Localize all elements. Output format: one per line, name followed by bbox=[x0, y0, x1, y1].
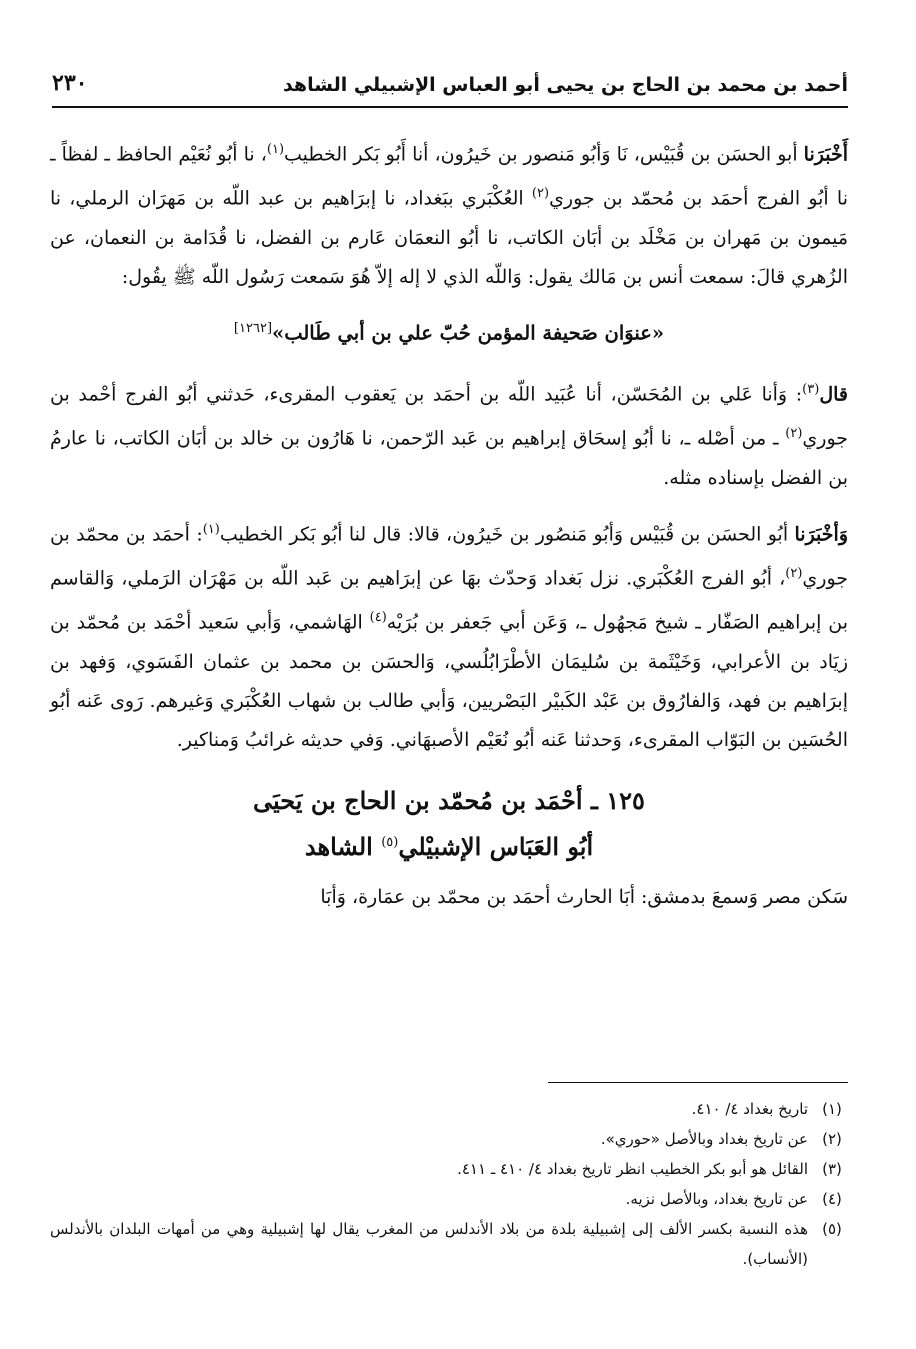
entry-heading-line-2-b: الشاهد bbox=[304, 831, 382, 861]
footnote-5 bbox=[50, 1214, 856, 1274]
footnote-ref-1b[interactable]: (١) bbox=[202, 521, 220, 537]
footnote-2 bbox=[50, 1124, 856, 1154]
footnote-number: (٥) bbox=[822, 1220, 842, 1238]
footnote-number: (١) bbox=[822, 1100, 842, 1118]
footnote-ref-2c[interactable]: (٢) bbox=[785, 566, 803, 582]
footnote-number: (٤) bbox=[822, 1190, 842, 1208]
paragraph-3-text-b: : أحمَد بن محمّد بن جوري bbox=[50, 523, 848, 590]
paragraph-2-text-a: : وَأنا عَلي بن المُحَسّن، أنا عُبَيد اللّه بن أحمَد بن يَعقوب المقرىء، حَدثني أبُو الفرج أحْمد بن جوري bbox=[50, 383, 848, 450]
running-title: أحمد بن محمد بن الحاج بن يحيى أبو العباس الإشبيلي الشاهد bbox=[282, 74, 848, 96]
footnote-ref-4[interactable]: (٤) bbox=[369, 610, 387, 626]
paragraph-2-lead: قال bbox=[819, 383, 848, 406]
footnote-number: (٢) bbox=[822, 1130, 842, 1148]
main-text bbox=[50, 130, 848, 917]
paragraph-3-text-a: أبُو الحسَن بن قُبَيْس وَأبُو مَنصُور بن خَيرُون، قالا: قال لنا أبُو بَكر الخطيب bbox=[219, 523, 795, 546]
paragraph-3-lead: وَأخْبَرَنا bbox=[794, 523, 848, 546]
footnote-4 bbox=[50, 1184, 856, 1214]
paragraph-1-text-b: ، نا أبُو نُعَيْم الحافظ ـ لفظاً ـ نا أبُو الفرج أحمَد بن مُحمّد بن جوري bbox=[50, 143, 848, 210]
footnote-divider bbox=[548, 1082, 848, 1083]
paragraph-3 bbox=[50, 510, 848, 760]
footnotes bbox=[50, 1094, 856, 1274]
paragraph-2 bbox=[50, 370, 848, 498]
footnote-ref-5[interactable]: (٥) bbox=[381, 834, 399, 850]
footnote-text: تاريخ بغداد ٤/ ٤١٠. bbox=[691, 1100, 808, 1118]
entry-text: سَكن مصر وَسمعَ بدمشق: أبَا الحارث أحمَد بن محمّد بن عمَارة، وَأبَا bbox=[320, 885, 848, 908]
footnote-text: عن تاريخ بغداد، وبالأصل نزيه. bbox=[625, 1190, 808, 1208]
hadith-quote bbox=[50, 309, 848, 353]
paragraph-1-lead: أَخْبَرَنا bbox=[803, 143, 848, 166]
footnote-ref-2b[interactable]: (٢) bbox=[785, 426, 803, 442]
hadith-quote-text: «عنوَان صَحيفة المؤمن حُبّ علي بن أبي طَالب» bbox=[272, 321, 665, 345]
entry-heading-line-1: ١٢٥ ـ أحْمَد بن مُحمّد بن الحاج بن يَحيَى bbox=[253, 785, 645, 815]
footnote-text: القائل هو أبو بكر الخطيب انظر تاريخ بغداد ٤/ ٤١٠ ـ ٤١١. bbox=[457, 1160, 808, 1178]
paragraph-3-text-d: الهَاشمي، وَأبي سَعيد أحْمَد بن مُحمّد بن زيَاد بن الأعرابي، وَخَيْثَمة بن سُليمَان الأطْرَابُلُسي، وَالحسَن بن محمد بن عثمان الفَسَوي، وَفهد بن إبرَاهيم بن فهد، وَالفارُوق بن عَبْد الكَبيْر البَصْريين، وَأبي طالب بن شهاب العُكْبَري وَغيرهم. رَوى عَنه أبُو الحُسَين بن البَوّاب المقرىء، وَحدثنا عَنه أبُو نُعَيْم الأصبهَاني. وَفي حديثه غرائبُ وَمناكير. bbox=[50, 611, 848, 751]
footnote-3 bbox=[50, 1154, 856, 1184]
footnote-1 bbox=[50, 1094, 856, 1124]
page-number: ٢٣٠ bbox=[52, 70, 88, 96]
footnote-ref-1[interactable]: (١) bbox=[266, 142, 285, 157]
footnote-ref-2[interactable]: (٢) bbox=[531, 186, 550, 202]
entry-heading bbox=[50, 780, 848, 868]
entry-heading-line-2 bbox=[50, 822, 848, 868]
footnote-number: (٣) bbox=[822, 1160, 842, 1178]
entry-heading-line-2-a: أبُو العَبَاس الإشبيْلي bbox=[398, 831, 594, 861]
paragraph-2-text-b: ـ من أصْله ـ، نا أبُو إسحَاق إبراهيم بن عَبد الرّحمن، نا هَارُون بن خالد بن أبَان الكاتب، نا عارمُ بن الفضل بإسناده مثله. bbox=[50, 427, 848, 489]
paragraph-3-text-c: ، أبُو الفرج العُكْبَري. نزل بَغداد وَحدّث بهَا عن إبرَاهيم بن عَبد اللّه بن مَهْرَان الرَملي، وَالقاسم بن إبراهيم الصَفّار ـ شيخ مَجهُول ـ، وَعَن أبي جَعفر بن بُرَيْه bbox=[50, 567, 848, 634]
footnote-text: هذه النسبة بكسر الألف إلى إشبيلية بلدة من بلاد الأندلس من المغرب يقال لها إشبيلية وهي من أمهات البلدان بالأندلس (الأنساب). bbox=[50, 1220, 808, 1268]
paragraph-1-text-c: العُكْبَري ببَغداد، نا إبرَاهيم بن عبد اللّه بن مَهرَان الرملي، نا مَيمون بن مَهران بن مَخْلَد بن أبَان الكاتب، نا أبُو النعمَان عَارم بن الفضل، نا قُدَامة بن النعمان، عن الزُهري قالَ: سمعت أنس بن مَالك يقول: وَاللّه الذي لا إله إلاّ هُوَ سَمعت رَسُول اللّه ﷺ يقُول: bbox=[50, 187, 848, 288]
paragraph-1-text-a: أبو الحسَن بن قُبَيْس، نَا وَأبُو مَنصور بن خَيرُون، أنا أَبُو بَكر الخطيب bbox=[284, 143, 798, 166]
paragraph-1 bbox=[50, 130, 848, 297]
page-header bbox=[52, 62, 848, 108]
footnote-text: عن تاريخ بغداد وبالأصل «حوري». bbox=[600, 1130, 808, 1148]
footnote-ref-3[interactable]: (٣) bbox=[802, 382, 820, 398]
hadith-number: [١٢٦٢] bbox=[233, 320, 273, 336]
